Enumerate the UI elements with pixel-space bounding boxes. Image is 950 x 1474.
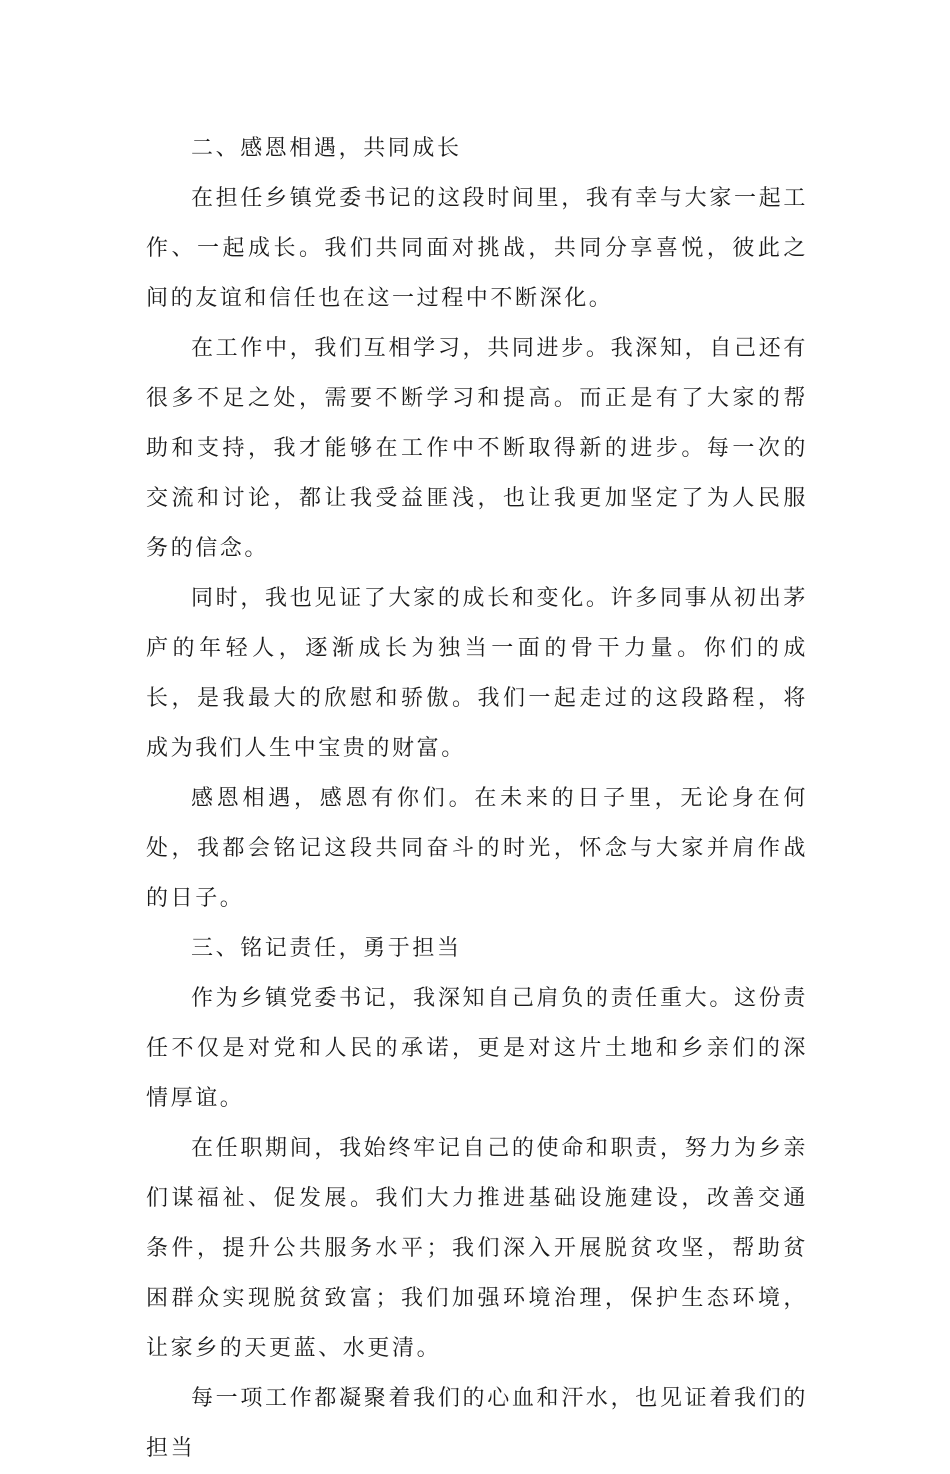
paragraph: 感恩相遇，感恩有你们。在未来的日子里，无论身在何处，我都会铭记这段共同奋斗的时光，怀念与大家并肩作战的日子。 [146, 786, 808, 911]
paragraph: 在任职期间，我始终牢记自己的使命和职责，努力为乡亲们谋福祉、促发展。我们大力推进基础设施建设，改善交通条件，提升公共服务水平；我们深入开展脱贫攻坚，帮助贫困群众实现脱贫致富；我们加强环境治理，保护生态环境，让家乡的天更蓝、水更清。 [146, 1136, 808, 1361]
paragraph: 同时，我也见证了大家的成长和变化。许多同事从初出茅庐的年轻人，逐渐成长为独当一面的骨干力量。你们的成长，是我最大的欣慰和骄傲。我们一起走过的这段路程，将成为我们人生中宝贵的财富。 [146, 586, 808, 761]
paragraph: 作为乡镇党委书记，我深知自己肩负的责任重大。这份责任不仅是对党和人民的承诺，更是对这片土地和乡亲们的深情厚谊。 [146, 986, 808, 1111]
paragraph: 每一项工作都凝聚着我们的心血和汗水，也见证着我们的担当 [146, 1386, 808, 1461]
paragraph: 在担任乡镇党委书记的这段时间里，我有幸与大家一起工作、一起成长。我们共同面对挑战，共同分享喜悦，彼此之间的友谊和信任也在这一过程中不断深化。 [146, 186, 808, 311]
section-heading: 三、铭记责任，勇于担当 [191, 936, 462, 961]
section-heading: 二、感恩相遇，共同成长 [191, 136, 462, 161]
document-page [146, 124, 808, 1474]
paragraph: 在工作中，我们互相学习，共同进步。我深知，自己还有很多不足之处，需要不断学习和提高。而正是有了大家的帮助和支持，我才能够在工作中不断取得新的进步。每一次的交流和讨论，都让我受益匪浅，也让我更加坚定了为人民服务的信念。 [146, 336, 808, 561]
